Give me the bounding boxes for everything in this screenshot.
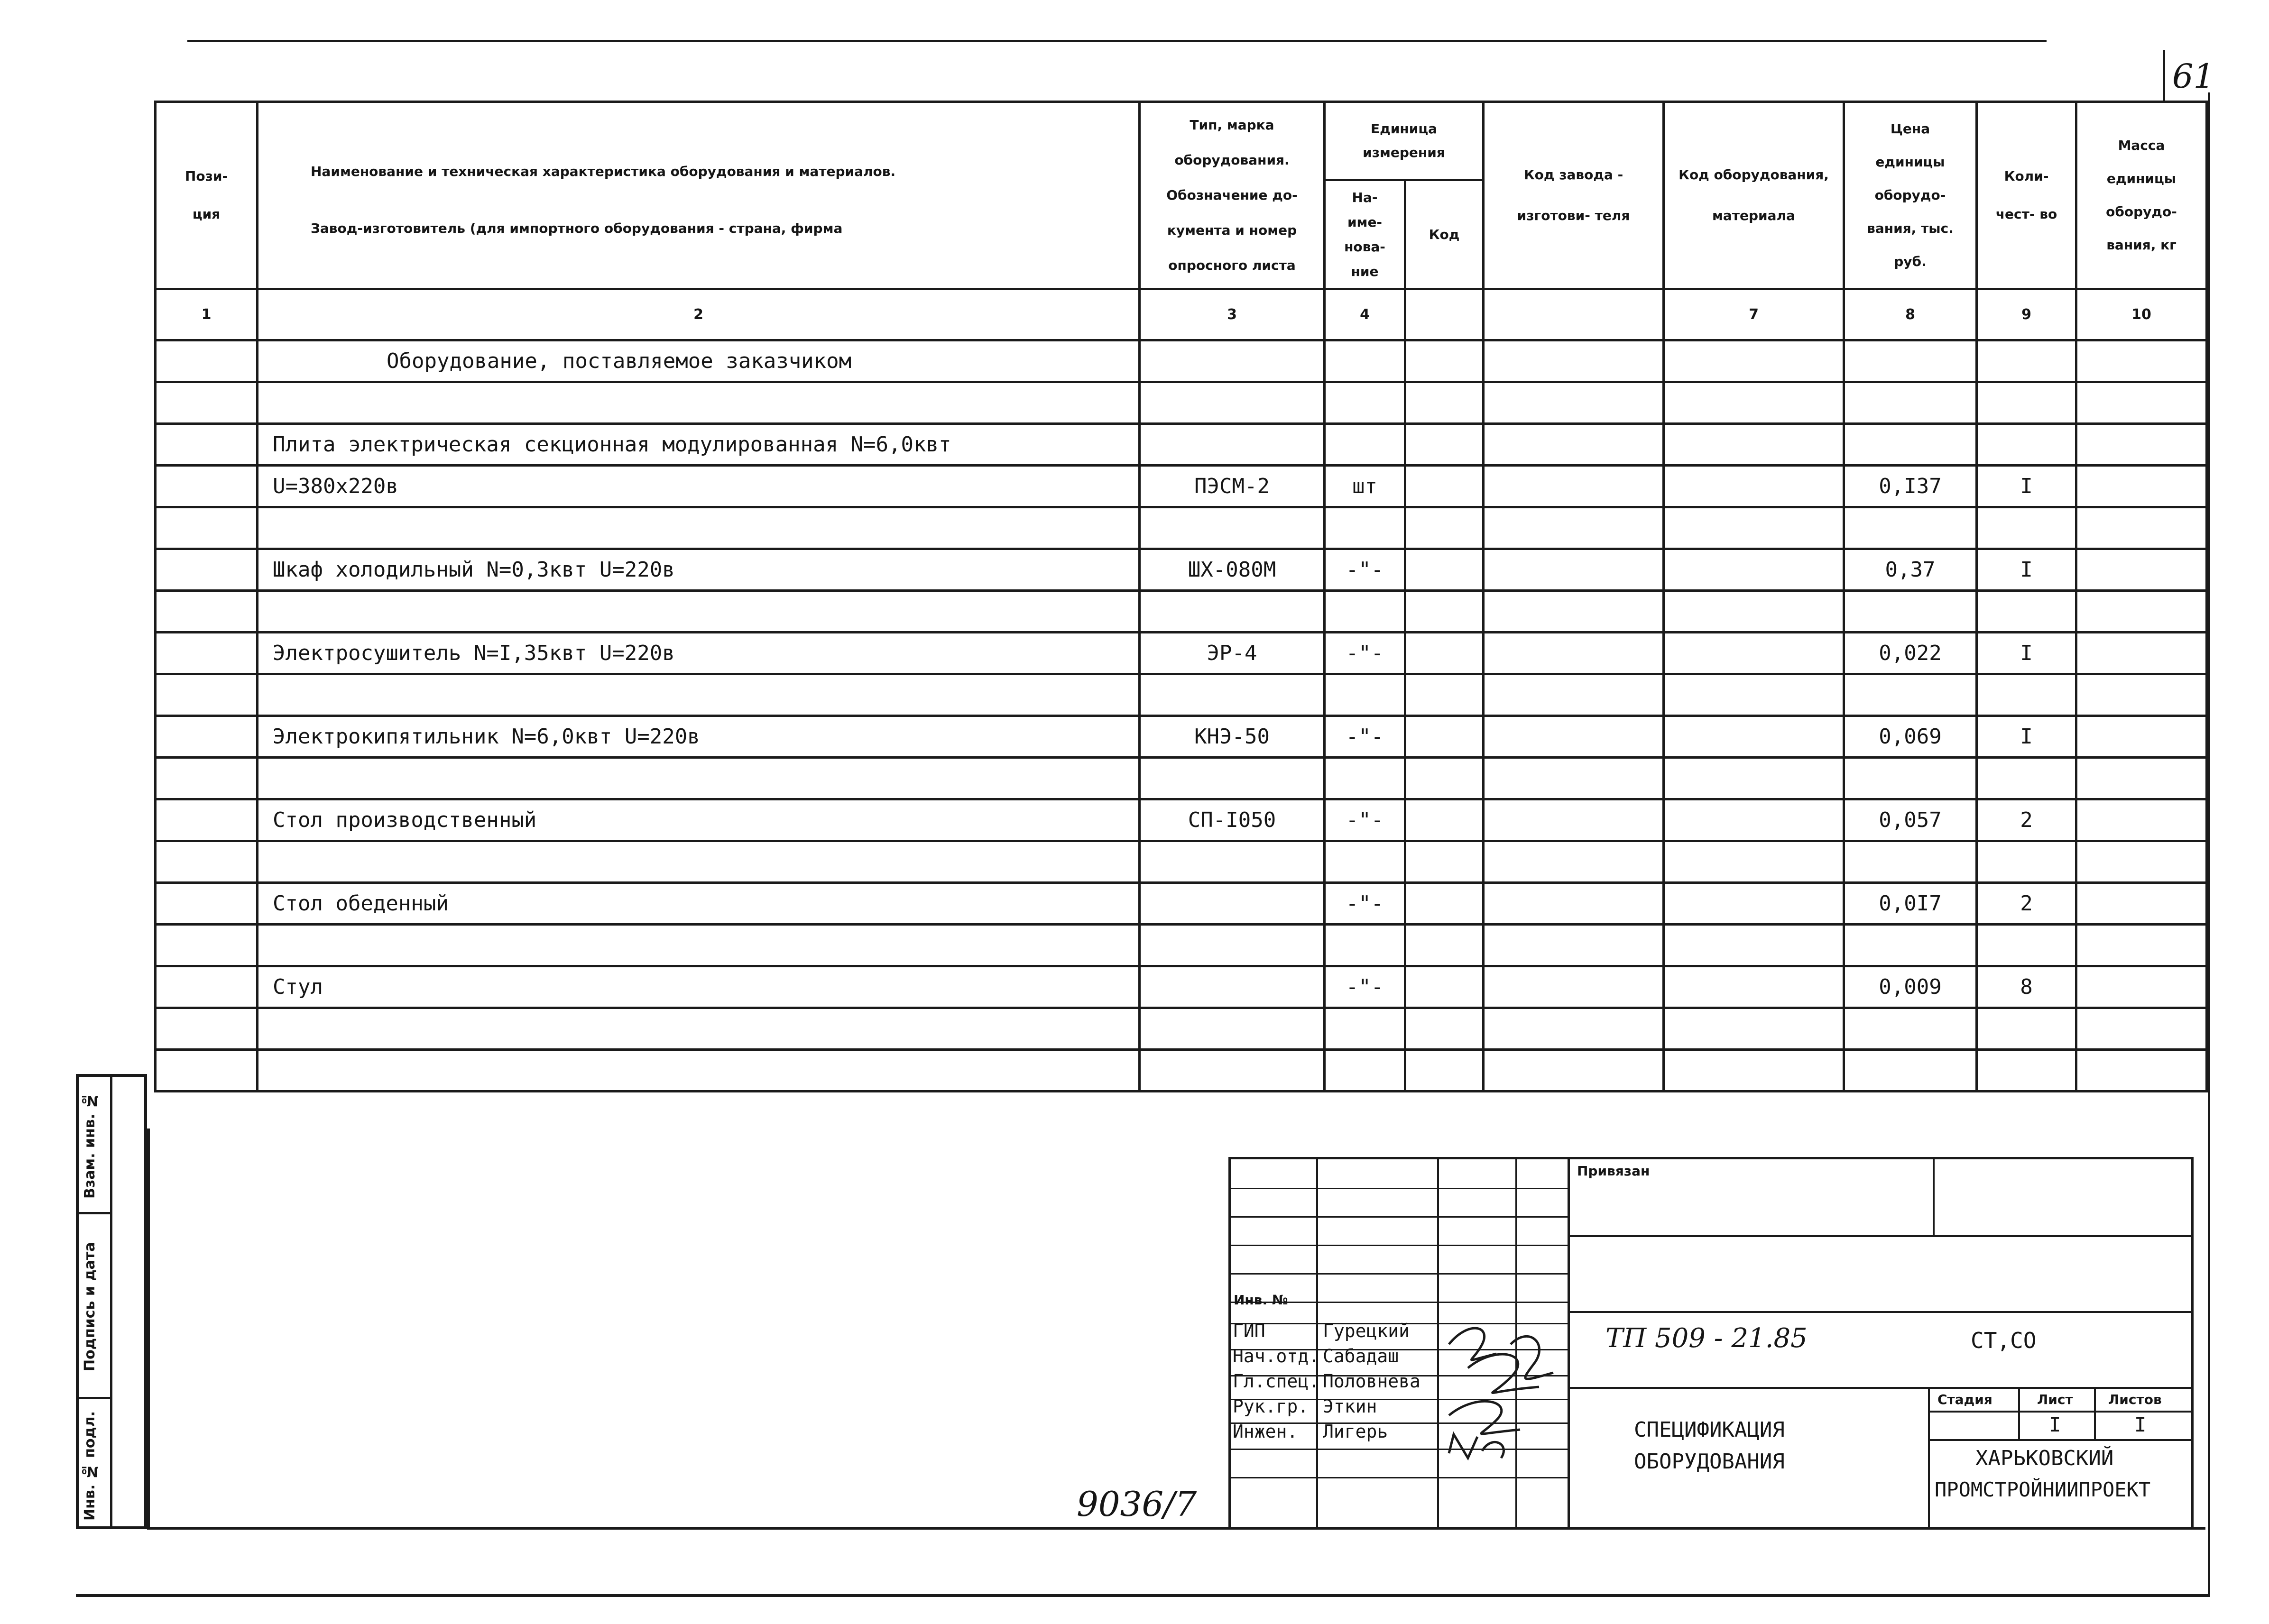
tb-row-right	[1568, 1235, 2194, 1237]
cell-factory-code	[1484, 799, 1664, 841]
cell-unit-code	[1405, 466, 1484, 507]
header-type: Тип, марка оборудования. Обозначение до- кумента и номер опросного листа	[1140, 102, 1325, 289]
cell-unit-code	[1405, 883, 1484, 925]
cell-factory-code	[1484, 716, 1664, 758]
cell-mass	[2076, 466, 2207, 507]
staff-name: Сабадаш	[1323, 1346, 1399, 1367]
cell-type	[1140, 340, 1325, 382]
table-row	[156, 674, 2207, 716]
cell-mass	[2076, 799, 2207, 841]
cell-factory-code	[1484, 841, 1664, 883]
cell-unit-code	[1405, 1008, 1484, 1050]
cell-factory-code	[1484, 591, 1664, 633]
right-frame-top	[2163, 50, 2165, 102]
cell-type: ПЭСМ-2	[1140, 466, 1325, 507]
cell-material-code	[1664, 382, 1844, 424]
cell-type	[1140, 966, 1325, 1008]
cell-mass	[2076, 424, 2207, 466]
cell-mass	[2076, 883, 2207, 925]
cell-type	[1140, 382, 1325, 424]
cell-position	[156, 716, 258, 758]
cell-material-code	[1664, 507, 1844, 549]
sheets-value: I	[2134, 1413, 2147, 1436]
cell-quantity	[1977, 507, 2076, 549]
staff-role: Рук.гр.	[1233, 1396, 1309, 1417]
bottom-border-line	[76, 1594, 2210, 1597]
cell-mass	[2076, 716, 2207, 758]
cell-position	[156, 1008, 258, 1050]
cell-name: Электросушитель N=I,35квт U=220в	[258, 633, 1140, 674]
cell-material-code	[1664, 1008, 1844, 1050]
header-position: Пози- ция	[156, 102, 258, 289]
cell-price	[1844, 925, 1977, 966]
document-code: ТП 509 - 21.85	[1605, 1323, 1808, 1354]
cell-mass	[2076, 382, 2207, 424]
colnum: 9	[1977, 289, 2076, 340]
cell-quantity	[1977, 841, 2076, 883]
sheet-value: I	[2049, 1413, 2061, 1436]
cell-material-code	[1664, 424, 1844, 466]
cell-price	[1844, 507, 1977, 549]
cell-mass	[2076, 1008, 2207, 1050]
cell-unit: -"-	[1325, 799, 1405, 841]
cell-material-code	[1664, 925, 1844, 966]
header-price: Цена единицы оборудо- вания, тыс. руб.	[1844, 102, 1977, 289]
cell-quantity: I	[1977, 549, 2076, 591]
cell-name	[258, 758, 1140, 799]
cell-quantity	[1977, 1008, 2076, 1050]
cell-unit: шт	[1325, 466, 1405, 507]
header-mass: Масса единицы оборудо- вания, кг	[2076, 102, 2207, 289]
cell-unit	[1325, 507, 1405, 549]
tb-col-right	[1928, 1387, 1930, 1529]
cell-mass	[2076, 674, 2207, 716]
cell-type	[1140, 841, 1325, 883]
cell-price	[1844, 674, 1977, 716]
cell-unit-code	[1405, 925, 1484, 966]
cell-unit-code	[1405, 591, 1484, 633]
lower-left-frame	[147, 1129, 150, 1529]
staff-name: Гурецкий	[1323, 1321, 1410, 1341]
cell-mass	[2076, 925, 2207, 966]
cell-material-code	[1664, 841, 1844, 883]
table-row	[156, 1008, 2207, 1050]
cell-name: Шкаф холодильный N=0,3квт U=220в	[258, 549, 1140, 591]
cell-type	[1140, 507, 1325, 549]
cell-unit-code	[1405, 674, 1484, 716]
cell-mass	[2076, 966, 2207, 1008]
cell-factory-code	[1484, 340, 1664, 382]
cell-unit-code	[1405, 507, 1484, 549]
tb-row-right	[1568, 1311, 2194, 1313]
tb-row	[1231, 1188, 1568, 1189]
cell-name: Электрокипятильник N=6,0квт U=220в	[258, 716, 1140, 758]
cell-type	[1140, 758, 1325, 799]
table-row	[156, 841, 2207, 883]
inventory-label: Инв. №	[1234, 1292, 1288, 1308]
cell-factory-code	[1484, 507, 1664, 549]
cell-type	[1140, 883, 1325, 925]
column-number-row	[156, 289, 2207, 340]
header-quantity: Коли- чест- во	[1977, 102, 2076, 289]
cell-name	[258, 591, 1140, 633]
cell-position	[156, 633, 258, 674]
colnum: 8	[1844, 289, 1977, 340]
staff-role: Гл.спец.	[1233, 1371, 1320, 1392]
cell-mass	[2076, 841, 2207, 883]
cell-unit	[1325, 424, 1405, 466]
table-row	[156, 340, 2207, 382]
staff-role: ГИП	[1233, 1321, 1265, 1341]
cell-position	[156, 466, 258, 507]
cell-material-code	[1664, 716, 1844, 758]
cell-price: 0,022	[1844, 633, 1977, 674]
cell-name	[258, 507, 1140, 549]
cell-position	[156, 925, 258, 966]
sheets-label: Листов	[2108, 1392, 2162, 1407]
cell-price: 0,009	[1844, 966, 1977, 1008]
cell-material-code	[1664, 674, 1844, 716]
title-block	[1228, 1157, 2194, 1529]
cell-material-code	[1664, 591, 1844, 633]
cell-quantity	[1977, 758, 2076, 799]
colnum: 10	[2076, 289, 2207, 340]
cell-quantity	[1977, 591, 2076, 633]
tb-col-right	[1933, 1159, 1935, 1235]
attached-label: Привязан	[1577, 1163, 1650, 1179]
colnum: 1	[156, 289, 258, 340]
cell-unit	[1325, 1008, 1405, 1050]
cell-type	[1140, 925, 1325, 966]
colnum: 3	[1140, 289, 1325, 340]
cell-unit-code	[1405, 841, 1484, 883]
cell-price	[1844, 424, 1977, 466]
cell-name: Стол обеденный	[258, 883, 1140, 925]
cell-unit-code	[1405, 633, 1484, 674]
staff-name: Половнева	[1323, 1371, 1420, 1392]
colnum: 2	[258, 289, 1140, 340]
cell-material-code	[1664, 966, 1844, 1008]
colnum	[1484, 289, 1664, 340]
cell-factory-code	[1484, 466, 1664, 507]
doc-title-line1: СПЕЦИФИКАЦИЯ	[1634, 1418, 1785, 1442]
cell-unit-code	[1405, 799, 1484, 841]
cell-mass	[2076, 1050, 2207, 1092]
cell-type	[1140, 1008, 1325, 1050]
cell-quantity: 2	[1977, 799, 2076, 841]
cell-price: 0,0I7	[1844, 883, 1977, 925]
tb-col-right	[2018, 1387, 2020, 1439]
table-row	[156, 382, 2207, 424]
strip-label-signature: Подпись и дата	[82, 1242, 98, 1372]
cell-name	[258, 382, 1140, 424]
signatures-graphic	[1439, 1316, 1568, 1482]
cell-material-code	[1664, 799, 1844, 841]
cell-quantity	[1977, 1050, 2076, 1092]
header-material-code: Код оборудования, материала	[1664, 102, 1844, 289]
table-row	[156, 925, 2207, 966]
table-row	[156, 1050, 2207, 1092]
cell-price	[1844, 382, 1977, 424]
tb-row	[1231, 1216, 1568, 1218]
cell-price: 0,37	[1844, 549, 1977, 591]
table-row	[156, 883, 2207, 925]
top-border-line	[187, 40, 2047, 42]
cell-material-code	[1664, 633, 1844, 674]
cell-unit-code	[1405, 382, 1484, 424]
cell-material-code	[1664, 466, 1844, 507]
cell-factory-code	[1484, 966, 1664, 1008]
document-mark: СТ,СО	[1971, 1328, 2037, 1353]
cell-mass	[2076, 591, 2207, 633]
cell-quantity: I	[1977, 466, 2076, 507]
cell-mass	[2076, 549, 2207, 591]
specification-table	[154, 101, 2208, 1092]
cell-price	[1844, 1008, 1977, 1050]
tb-row-right	[1928, 1411, 2194, 1413]
cell-quantity: 2	[1977, 883, 2076, 925]
cell-unit	[1325, 340, 1405, 382]
stage-label: Стадия	[1937, 1392, 1992, 1407]
header-name-line2: Завод-изготовитель (для импортного оборудования - страна, фирма	[311, 220, 843, 236]
staff-name: Эткин	[1323, 1396, 1377, 1417]
cell-factory-code	[1484, 925, 1664, 966]
strip-divider	[110, 1077, 112, 1527]
cell-quantity	[1977, 925, 2076, 966]
cell-unit-code	[1405, 966, 1484, 1008]
cell-unit-code	[1405, 424, 1484, 466]
cell-unit: -"-	[1325, 549, 1405, 591]
staff-role: Нач.отд.	[1233, 1346, 1320, 1367]
cell-name	[258, 841, 1140, 883]
cell-factory-code	[1484, 382, 1664, 424]
cell-quantity: 8	[1977, 966, 2076, 1008]
cell-factory-code	[1484, 549, 1664, 591]
cell-price	[1844, 591, 1977, 633]
header-unit-group: Единица измерения	[1325, 102, 1484, 180]
cell-position	[156, 591, 258, 633]
left-stamp-strip	[76, 1074, 147, 1529]
cell-unit: -"-	[1325, 966, 1405, 1008]
cell-price: 0,I37	[1844, 466, 1977, 507]
tb-col-right	[2094, 1387, 2096, 1439]
cell-type: СП-I050	[1140, 799, 1325, 841]
cell-unit: -"-	[1325, 883, 1405, 925]
cell-mass	[2076, 507, 2207, 549]
cell-price	[1844, 758, 1977, 799]
cell-position	[156, 507, 258, 549]
cell-price	[1844, 1050, 1977, 1092]
colnum	[1405, 289, 1484, 340]
cell-quantity: I	[1977, 633, 2076, 674]
cell-quantity	[1977, 424, 2076, 466]
cell-price	[1844, 841, 1977, 883]
cell-name: U=380х220в	[258, 466, 1140, 507]
header-name-line1: Наименование и техническая характеристика оборудования и материалов.	[311, 164, 896, 179]
cell-material-code	[1664, 340, 1844, 382]
cell-name: Стул	[258, 966, 1140, 1008]
cell-position	[156, 424, 258, 466]
right-frame-line	[2208, 92, 2210, 1596]
cell-position	[156, 841, 258, 883]
cell-unit-code	[1405, 340, 1484, 382]
cell-quantity	[1977, 674, 2076, 716]
cell-position	[156, 799, 258, 841]
archive-number: 9036/7	[1077, 1484, 1197, 1524]
strip-label-inventory: Инв. № подл.	[82, 1411, 98, 1521]
cell-mass	[2076, 633, 2207, 674]
cell-name	[258, 674, 1140, 716]
cell-position	[156, 549, 258, 591]
tb-row	[1231, 1273, 1568, 1275]
staff-role: Инжен.	[1233, 1421, 1298, 1442]
header-unit-code: Код	[1405, 180, 1484, 289]
cell-mass	[2076, 758, 2207, 799]
cell-unit	[1325, 841, 1405, 883]
cell-unit	[1325, 674, 1405, 716]
cell-factory-code	[1484, 674, 1664, 716]
cell-material-code	[1664, 1050, 1844, 1092]
table-row	[156, 716, 2207, 758]
tb-row	[1231, 1245, 1568, 1246]
cell-price: 0,057	[1844, 799, 1977, 841]
cell-type	[1140, 591, 1325, 633]
doc-title-line2: ОБОРУДОВАНИЯ	[1634, 1450, 1785, 1474]
cell-factory-code	[1484, 883, 1664, 925]
tb-row-right	[1928, 1439, 2194, 1441]
cell-name: Оборудование, поставляемое заказчиком	[258, 340, 1140, 382]
table-row	[156, 466, 2207, 507]
cell-name	[258, 1008, 1140, 1050]
cell-factory-code	[1484, 424, 1664, 466]
cell-name	[258, 1050, 1140, 1092]
cell-quantity: I	[1977, 716, 2076, 758]
cell-unit: -"-	[1325, 716, 1405, 758]
cell-factory-code	[1484, 758, 1664, 799]
table-row	[156, 966, 2207, 1008]
cell-position	[156, 674, 258, 716]
header-factory-code: Код завода - изготови- теля	[1484, 102, 1664, 289]
table-row	[156, 591, 2207, 633]
cell-unit-code	[1405, 758, 1484, 799]
cell-type: ШХ-080М	[1140, 549, 1325, 591]
colnum: 4	[1325, 289, 1405, 340]
table-row	[156, 758, 2207, 799]
table-row	[156, 424, 2207, 466]
cell-position	[156, 966, 258, 1008]
cell-unit	[1325, 591, 1405, 633]
cell-mass	[2076, 340, 2207, 382]
header-name	[258, 102, 1140, 289]
table-row	[156, 507, 2207, 549]
cell-quantity	[1977, 340, 2076, 382]
table-row	[156, 633, 2207, 674]
cell-unit-code	[1405, 1050, 1484, 1092]
strip-label-replace: Взам. инв. №	[82, 1092, 98, 1199]
cell-position	[156, 340, 258, 382]
cell-unit	[1325, 758, 1405, 799]
cell-unit: -"-	[1325, 633, 1405, 674]
cell-material-code	[1664, 758, 1844, 799]
cell-unit	[1325, 382, 1405, 424]
cell-type	[1140, 674, 1325, 716]
organization-line2: ПРОМСТРОЙНИИПРОЕКТ	[1935, 1478, 2151, 1501]
organization-line1: ХАРЬКОВСКИЙ	[1975, 1446, 2114, 1470]
cell-factory-code	[1484, 1050, 1664, 1092]
table-row	[156, 549, 2207, 591]
cell-unit-code	[1405, 549, 1484, 591]
cell-unit	[1325, 1050, 1405, 1092]
cell-position	[156, 1050, 258, 1092]
cell-name: Стол производственный	[258, 799, 1140, 841]
cell-type: ЭР-4	[1140, 633, 1325, 674]
cell-unit	[1325, 925, 1405, 966]
cell-position	[156, 382, 258, 424]
cell-material-code	[1664, 549, 1844, 591]
cell-price: 0,069	[1844, 716, 1977, 758]
cell-type	[1140, 1050, 1325, 1092]
cell-factory-code	[1484, 633, 1664, 674]
sheet-number: 61	[2172, 57, 2215, 96]
cell-position	[156, 883, 258, 925]
cell-material-code	[1664, 883, 1844, 925]
cell-type: КНЭ-50	[1140, 716, 1325, 758]
cell-type	[1140, 424, 1325, 466]
cell-quantity	[1977, 382, 2076, 424]
colnum: 7	[1664, 289, 1844, 340]
sheet-label: Лист	[2037, 1392, 2073, 1407]
tb-row-right	[1568, 1387, 2194, 1389]
staff-name: Лигерь	[1323, 1421, 1388, 1442]
cell-factory-code	[1484, 1008, 1664, 1050]
table-row	[156, 799, 2207, 841]
header-unit-name: На- име- нова- ние	[1325, 180, 1405, 289]
cell-price	[1844, 340, 1977, 382]
cell-position	[156, 758, 258, 799]
cell-name: Плита электрическая секционная модулированная N=6,0квт	[258, 424, 1140, 466]
cell-unit-code	[1405, 716, 1484, 758]
cell-name	[258, 925, 1140, 966]
specification-body	[156, 340, 2207, 1092]
